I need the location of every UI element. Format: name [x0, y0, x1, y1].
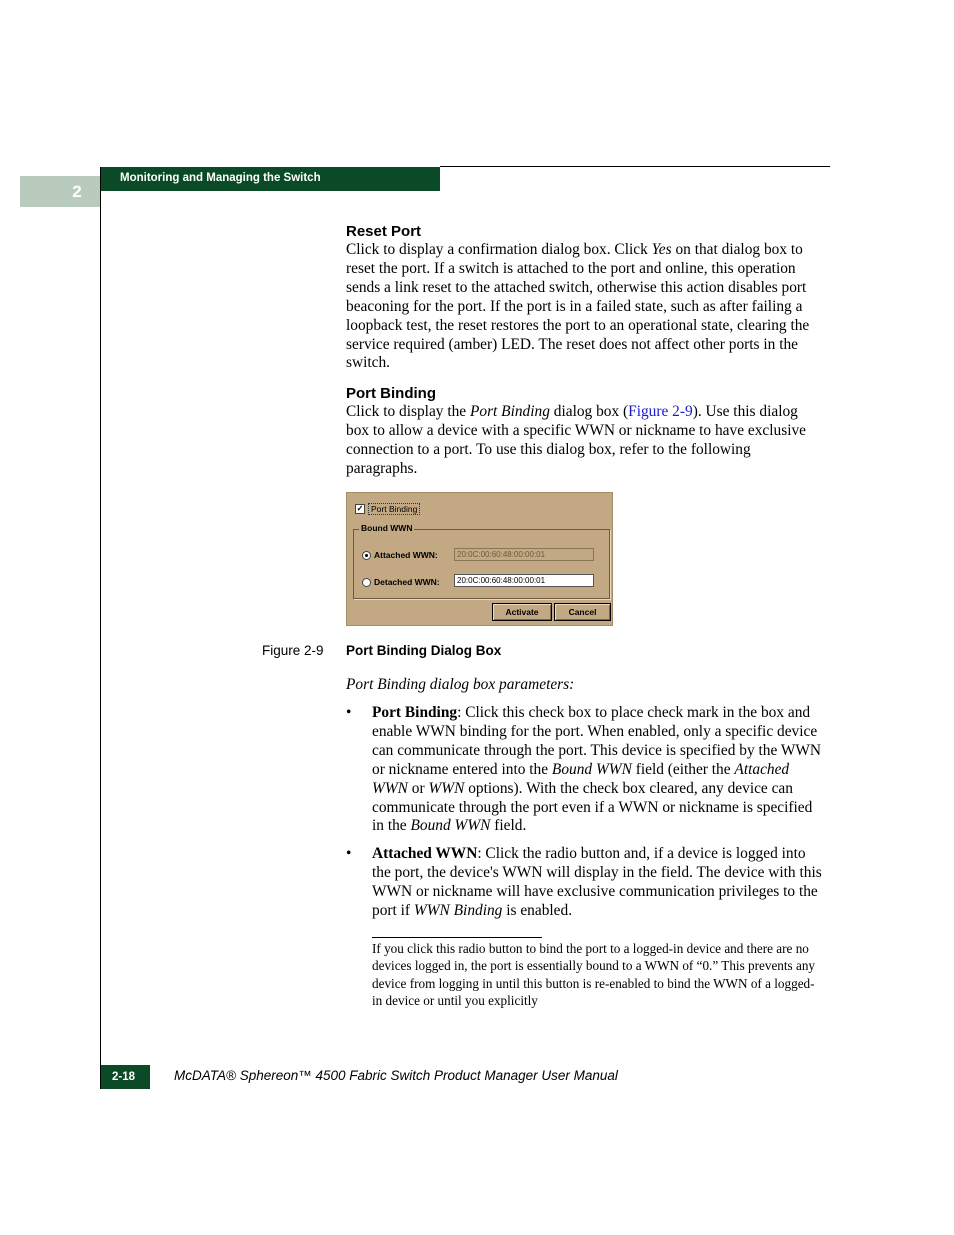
bullet-text: field (either the — [631, 760, 735, 778]
bullet-text: : Click this check box to place check mark in the box and enable WWN binding for the port. When enabled, only a specific device can communicate through the port. This device is specified by the WWN or nickname entered into the — [372, 704, 822, 778]
footnote-rule — [372, 937, 542, 938]
port-binding-text-b: dialog box ( — [549, 403, 629, 420]
port-binding-text-c: ). Use this dialog box to allow a device with a specific WWN or nickname to have exclusive connection to a port. To use this dialog box, refer to the following paragraphs. — [346, 403, 806, 477]
reset-port-text-a: Click to display a confirmation dialog box. Click — [346, 241, 652, 258]
bullet-text: is enabled. — [502, 902, 573, 920]
bullet-text: field. — [490, 817, 527, 835]
port-binding-checkbox[interactable]: ✓ — [356, 504, 364, 513]
chapter-number: 2 — [72, 182, 82, 201]
list-item — [346, 704, 824, 836]
attached-wwn-option[interactable] — [362, 550, 438, 560]
activate-button[interactable]: Activate — [492, 603, 552, 621]
chapter-title: Monitoring and Managing the Switch — [120, 172, 321, 184]
reset-port-section — [346, 223, 822, 373]
attached-wwn-radio[interactable] — [362, 551, 371, 560]
bullet-italic: Attached WWN — [372, 760, 790, 797]
bullet-text: options). With the check box cleared, any device can communicate through the port even if a WWN or nickname is specified in the — [372, 779, 813, 835]
port-binding-heading: Port Binding — [346, 385, 436, 402]
reset-port-heading: Reset Port — [346, 223, 422, 240]
bullet-text: or — [407, 779, 429, 797]
page-number: 2-18 — [101, 1065, 150, 1089]
attached-wwn-label: Attached WWN: — [374, 550, 438, 560]
port-binding-body — [346, 403, 822, 479]
bullet-term: Attached WWN — [372, 845, 478, 863]
reset-port-body — [346, 241, 822, 373]
params-intro — [346, 676, 822, 695]
bullet-italic: Bound WWN — [410, 817, 491, 835]
bullet-icon: • — [346, 704, 352, 721]
footnote: If you click this radio button to bind the port to a logged-in device and there are no devices logged in, the port is essentially bound to a WWN of “0.” This prevents any device from logging in until this button is re-enabled to bind the WWN of a logged-in device or until you explicitly — [372, 941, 816, 1008]
detached-wwn-label: Detached WWN: — [374, 577, 440, 587]
port-binding-section — [346, 385, 822, 479]
bullet-term: Port Binding — [372, 704, 458, 721]
manual-title: McDATA® Sphereon™ 4500 Fabric Switch Product Manager User Manual — [174, 1068, 618, 1083]
bullet-italic: WWN — [428, 779, 465, 797]
parameter-list — [346, 704, 824, 930]
bound-wwn-group — [353, 523, 610, 599]
figure-link[interactable]: Figure 2-9 — [628, 403, 693, 420]
figure-label: Figure 2-9 — [262, 643, 324, 658]
chapter-number-tab — [20, 176, 101, 207]
list-item — [346, 845, 824, 921]
port-binding-text-a: Click to display the — [346, 403, 470, 420]
reset-port-text-b: on that dialog box to reset the port. If a switch is attached to the port and online, this operation sends a link reset to the attached switch, otherwise this action disables port beaconing for the port. If the port is in a failed state, such as after failing a loopback test, the reset restores the port to an operational state, clearing the service required (amber) LED. The reset does not affect other ports in the switch. — [346, 241, 810, 372]
bullet-italic: Bound WWN — [551, 760, 632, 778]
bullet-italic: WWN Binding — [413, 902, 503, 920]
port-binding-checkbox-row[interactable] — [355, 503, 420, 515]
params-intro-text: Port Binding dialog box parameters: — [346, 676, 575, 693]
bullet-icon: • — [346, 845, 352, 863]
bound-wwn-group-title: Bound WWN — [361, 523, 413, 533]
port-binding-checkbox-label[interactable]: Port Binding — [368, 503, 420, 515]
figure-title: Port Binding Dialog Box — [346, 643, 502, 658]
header-rule — [440, 166, 830, 167]
reset-port-yes: Yes — [651, 241, 672, 258]
detached-wwn-option[interactable] — [362, 577, 440, 587]
attached-wwn-field: 20:0C:00:60:48:00:00:01 — [454, 548, 594, 561]
chapter-header — [101, 167, 440, 191]
cancel-button[interactable]: Cancel — [554, 603, 611, 621]
detached-wwn-input[interactable]: 20:0C:00:60:48:00:00:01 — [454, 574, 594, 587]
port-binding-italic: Port Binding — [469, 403, 550, 420]
margin-rule — [100, 167, 101, 1089]
detached-wwn-radio[interactable] — [362, 578, 371, 587]
port-binding-dialog — [346, 492, 613, 626]
bullet-text: : Click the radio button and, if a device is logged into the port, the device's WWN will display in the field. The device with this WWN or nickname will have exclusive communication privileges to the port if — [372, 845, 822, 920]
